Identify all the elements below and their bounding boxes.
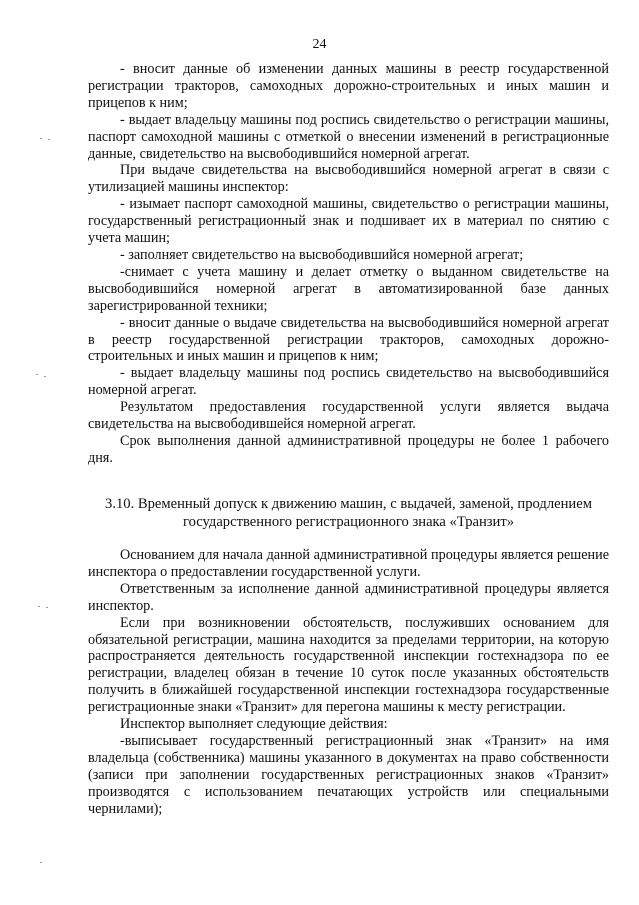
- text-block-bottom: [88, 547, 609, 818]
- paragraph: При выдаче свидетельства на высвободившийся номерной агрегат в связи с утилизацией машины инспектор:: [88, 162, 609, 196]
- section-heading-line: 3.10. Временный допуск к движению машин, с выдачей, заменой, продлением: [105, 496, 592, 512]
- paragraph: Инспектор выполняет следующие действия:: [120, 716, 388, 733]
- section-heading: [88, 495, 609, 531]
- paragraph: - изымает паспорт самоходной машины, свидетельство о регистрации машины, государственный регистрационный знак и подшивает их в материал по снятию с учета машин;: [88, 196, 609, 247]
- paragraph: - вносит данные о выдаче свидетельства на высвободившийся номерной агрегат в реестр государственной регистрации тракторов, самоходных дорожно-строительных и иных машин и прицепов к ним;: [88, 314, 609, 365]
- scan-speck: [40, 138, 42, 139]
- page-number: 24: [312, 37, 327, 52]
- scan-speck: [44, 376, 46, 377]
- scan-speck: [46, 607, 48, 608]
- section-heading-line: государственного регистрационного знака «Транзит»: [182, 514, 515, 530]
- paragraph: - выдает владельцу машины под роспись свидетельство на высвободившийся номерной агрегат.: [88, 365, 609, 399]
- paragraph: - вносит данные об изменении данных машины в реестр государственной регистрации тракторов, самоходных дорожно-строительных и иных машин и прицепов к ним;: [88, 61, 609, 111]
- paragraph: -снимает с учета машину и делает отметку о выданном свидетельстве на высвободившийся номерной агрегат в автоматизированной базе данных зарегистрированной техники;: [88, 263, 609, 314]
- paragraph: - выдает владельцу машины под роспись свидетельство о регистрации машины, паспорт самоходной машины с отметкой о внесении изменений в регистрационные данные, свидетельство на высвободившийся номерной агрегат.: [88, 111, 609, 162]
- paragraph: - заполняет свидетельство на высвободившийся номерной агрегат;: [120, 246, 524, 263]
- paragraph: Если при возникновении обстоятельств, послуживших основанием для обязательной регистрации, машина находится за пределами территории, на которую распространяется деятельность государственной инспекции гостехнадзора по ее регистрации, владелец обязан в течение 10 суток после указанных обстоятельств получить в ближайшей государственной инспекции гостехнадзора государственные регистрационные знаки «Транзит» для перегона машины к месту регистрации.: [88, 614, 609, 716]
- paragraph: Ответственным за исполнение данной административной процедуры является инспектор.: [88, 580, 609, 614]
- scan-speck: [48, 139, 50, 140]
- paragraph: Основанием для начала данной административной процедуры является решение инспектора о предоставлении государственной услуги.: [88, 547, 609, 580]
- text-block-top: [88, 61, 609, 467]
- scan-speck: [36, 374, 38, 375]
- scan-speck: [40, 862, 42, 863]
- scan-speck: [38, 606, 40, 607]
- paragraph: Срок выполнения данной административной процедуры не более 1 рабочего дня.: [88, 432, 609, 466]
- paragraph: Результатом предоставления государственной услуги является выдача свидетельства на высвободившейся номерной агрегат.: [88, 399, 609, 433]
- paragraph: -выписывает государственный регистрационный знак «Транзит» на имя владельца (собственника) машины указанного в документах на право собственности (записи при заполнении государственных регистрационных знаков «Транзит» производятся с использованием печатающих устройств или специальными чернилами);: [88, 732, 609, 817]
